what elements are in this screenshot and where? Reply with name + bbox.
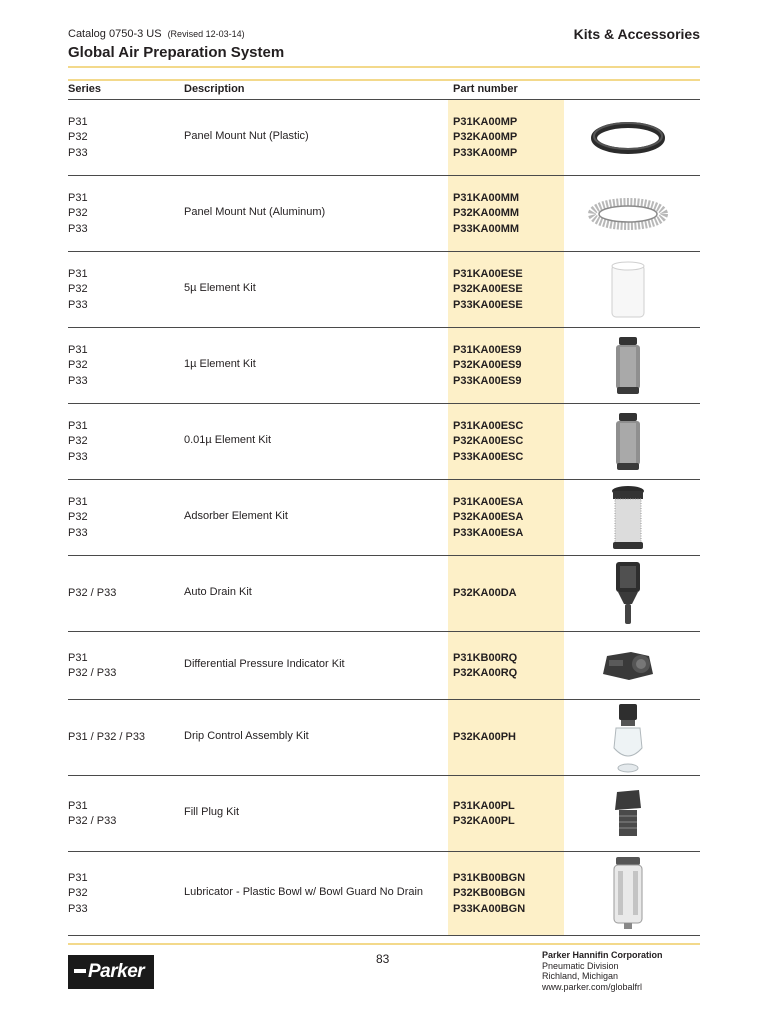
- description-cell: Fill Plug Kit: [184, 806, 240, 818]
- table-row: [68, 252, 700, 328]
- table-row: [68, 776, 700, 852]
- table-row: [68, 700, 700, 776]
- footer-rule: [68, 943, 700, 945]
- series-value: P33: [68, 902, 88, 915]
- company-url[interactable]: www.parker.com/globalfrl: [542, 981, 643, 992]
- part-number: P33KA00MM: [453, 222, 520, 235]
- series-value: P31: [68, 343, 88, 356]
- part-number-cell: [453, 343, 522, 390]
- description-cell: Differential Pressure Indicator Kit: [184, 658, 345, 670]
- part-number: P33KA00ESC: [453, 450, 524, 463]
- auto-drain-icon: [580, 560, 676, 628]
- part-number: P31KA00MM: [453, 191, 520, 204]
- series-value: P32 / P33: [68, 815, 117, 827]
- series-value: P31: [68, 651, 88, 664]
- series-value: P31: [68, 267, 88, 280]
- part-number-cell: [453, 495, 523, 542]
- part-number: P32KA00PL: [453, 815, 515, 827]
- series-value: P32: [68, 359, 88, 372]
- part-number: P32KA00MM: [453, 207, 520, 220]
- series-value: P32 / P33: [68, 587, 117, 600]
- series-value: P31: [68, 495, 88, 508]
- part-number: P32KA00MP: [453, 131, 518, 144]
- column-header-part-number: Part number: [453, 83, 518, 95]
- series-cell: [68, 871, 88, 918]
- catalog-number: Catalog 0750-3 US: [68, 28, 162, 40]
- part-number: P31KB00BGN: [453, 871, 526, 884]
- column-header-rule: [68, 79, 700, 81]
- part-number: P32KA00DA: [453, 587, 517, 600]
- part-number-cell: [453, 191, 519, 238]
- series-cell: [68, 799, 116, 830]
- series-value: P31 / P32 / P33: [68, 731, 146, 744]
- company-location: Richland, Michigan: [542, 971, 619, 981]
- division-name: Pneumatic Division: [542, 960, 619, 971]
- part-number: P32KA00ESE: [453, 283, 523, 296]
- series-cell: [68, 651, 116, 682]
- series-value: P33: [68, 450, 88, 463]
- description-cell: Adsorber Element Kit: [184, 510, 288, 522]
- series-value: P31: [68, 419, 88, 432]
- series-value: P32: [68, 511, 88, 524]
- white-filter-element-icon: [580, 259, 676, 321]
- logo-text: Parker: [88, 961, 145, 982]
- lubricator-bowl-icon: [580, 855, 676, 933]
- part-number: P33KA00ESA: [453, 526, 524, 539]
- part-number: P31KA00ESE: [453, 267, 523, 280]
- series-value: P31: [68, 799, 88, 812]
- company-info: [542, 950, 663, 992]
- part-number: P31KA00ESC: [453, 419, 524, 432]
- description-cell: Drip Control Assembly Kit: [184, 730, 309, 742]
- table-row: [68, 328, 700, 404]
- black-ring-nut-icon: [580, 116, 676, 160]
- page-number: 83: [376, 952, 390, 966]
- part-number: P32KB00BGN: [453, 887, 526, 900]
- company-name: Parker Hannifin Corporation: [542, 950, 663, 960]
- part-number-cell: [453, 267, 523, 314]
- series-value: P32 / P33: [68, 667, 117, 679]
- part-number: P32KA00ESA: [453, 511, 524, 524]
- series-value: P32: [68, 207, 88, 220]
- part-number: P33KA00ES9: [453, 374, 522, 387]
- description-cell: Lubricator - Plastic Bowl w/ Bowl Guard No Drain: [184, 886, 424, 898]
- table-row: [68, 176, 700, 252]
- description-cell: Auto Drain Kit: [184, 586, 252, 598]
- column-header-series: Series: [68, 83, 102, 95]
- table-row: [68, 556, 700, 632]
- logo-dash: [74, 969, 86, 973]
- table-row: [68, 404, 700, 480]
- series-value: P32: [68, 887, 88, 900]
- table-row: [68, 100, 700, 176]
- part-number: P32KA00ES9: [453, 359, 522, 372]
- fill-plug-icon: [580, 786, 676, 842]
- series-cell: [68, 730, 145, 746]
- part-number: P33KA00ESE: [453, 298, 523, 311]
- description-cell: 1µ Element Kit: [184, 358, 256, 370]
- coalescing-element-icon: [580, 335, 676, 397]
- series-value: P31: [68, 871, 88, 884]
- series-value: P31: [68, 191, 88, 204]
- parker-logo: [68, 955, 154, 989]
- part-number: P31KA00ES9: [453, 343, 522, 356]
- series-cell: [68, 419, 88, 466]
- part-number-cell: [453, 871, 525, 918]
- part-number: P32KA00RQ: [453, 667, 518, 679]
- series-value: P33: [68, 146, 88, 159]
- series-cell: [68, 586, 116, 602]
- series-cell: [68, 191, 88, 238]
- column-header-description: Description: [184, 83, 245, 95]
- series-value: P33: [68, 374, 88, 387]
- part-number: P31KA00MP: [453, 115, 518, 128]
- part-number: P32KA00PH: [453, 731, 516, 744]
- part-number: P32KA00ESC: [453, 435, 524, 448]
- adsorber-element-icon: [580, 484, 676, 552]
- part-number-cell: [453, 651, 517, 682]
- table-row: [68, 480, 700, 556]
- part-number: P31KA00ESA: [453, 495, 524, 508]
- description-cell: 0.01µ Element Kit: [184, 434, 272, 446]
- part-number-cell: [453, 115, 517, 162]
- description-cell: 5µ Element Kit: [184, 282, 256, 294]
- table-row: [68, 632, 700, 700]
- series-value: P33: [68, 526, 88, 539]
- row-divider: [68, 935, 700, 936]
- series-value: P33: [68, 298, 88, 311]
- series-cell: [68, 343, 88, 390]
- description-cell: Panel Mount Nut (Aluminum): [184, 206, 326, 218]
- series-value: P32: [68, 435, 88, 448]
- part-number-cell: [453, 799, 515, 830]
- series-value: P31: [68, 115, 88, 128]
- catalog-label: [68, 28, 245, 40]
- series-cell: [68, 267, 88, 314]
- pressure-indicator-icon: [580, 644, 676, 688]
- part-number: P33KA00BGN: [453, 902, 526, 915]
- section-title: Kits & Accessories: [573, 26, 700, 42]
- header-rule: [68, 66, 700, 68]
- series-value: P32: [68, 283, 88, 296]
- part-number: P31KB00RQ: [453, 651, 518, 664]
- aluminum-ring-nut-icon: [580, 194, 676, 234]
- part-number-cell: [453, 419, 523, 466]
- part-number-cell: [453, 586, 517, 602]
- part-number: P33KA00MP: [453, 146, 518, 159]
- drip-control-icon: [580, 702, 676, 774]
- series-cell: [68, 495, 88, 542]
- series-value: P32: [68, 131, 88, 144]
- description-cell: Panel Mount Nut (Plastic): [184, 130, 309, 142]
- page-title: Global Air Preparation System: [68, 44, 285, 61]
- part-number: P31KA00PL: [453, 799, 515, 812]
- revision-date: (Revised 12-03-14): [167, 29, 245, 39]
- series-value: P33: [68, 222, 88, 235]
- table-row: [68, 852, 700, 936]
- part-number-cell: [453, 730, 516, 746]
- coalescing-element-icon: [580, 411, 676, 473]
- series-cell: [68, 115, 88, 162]
